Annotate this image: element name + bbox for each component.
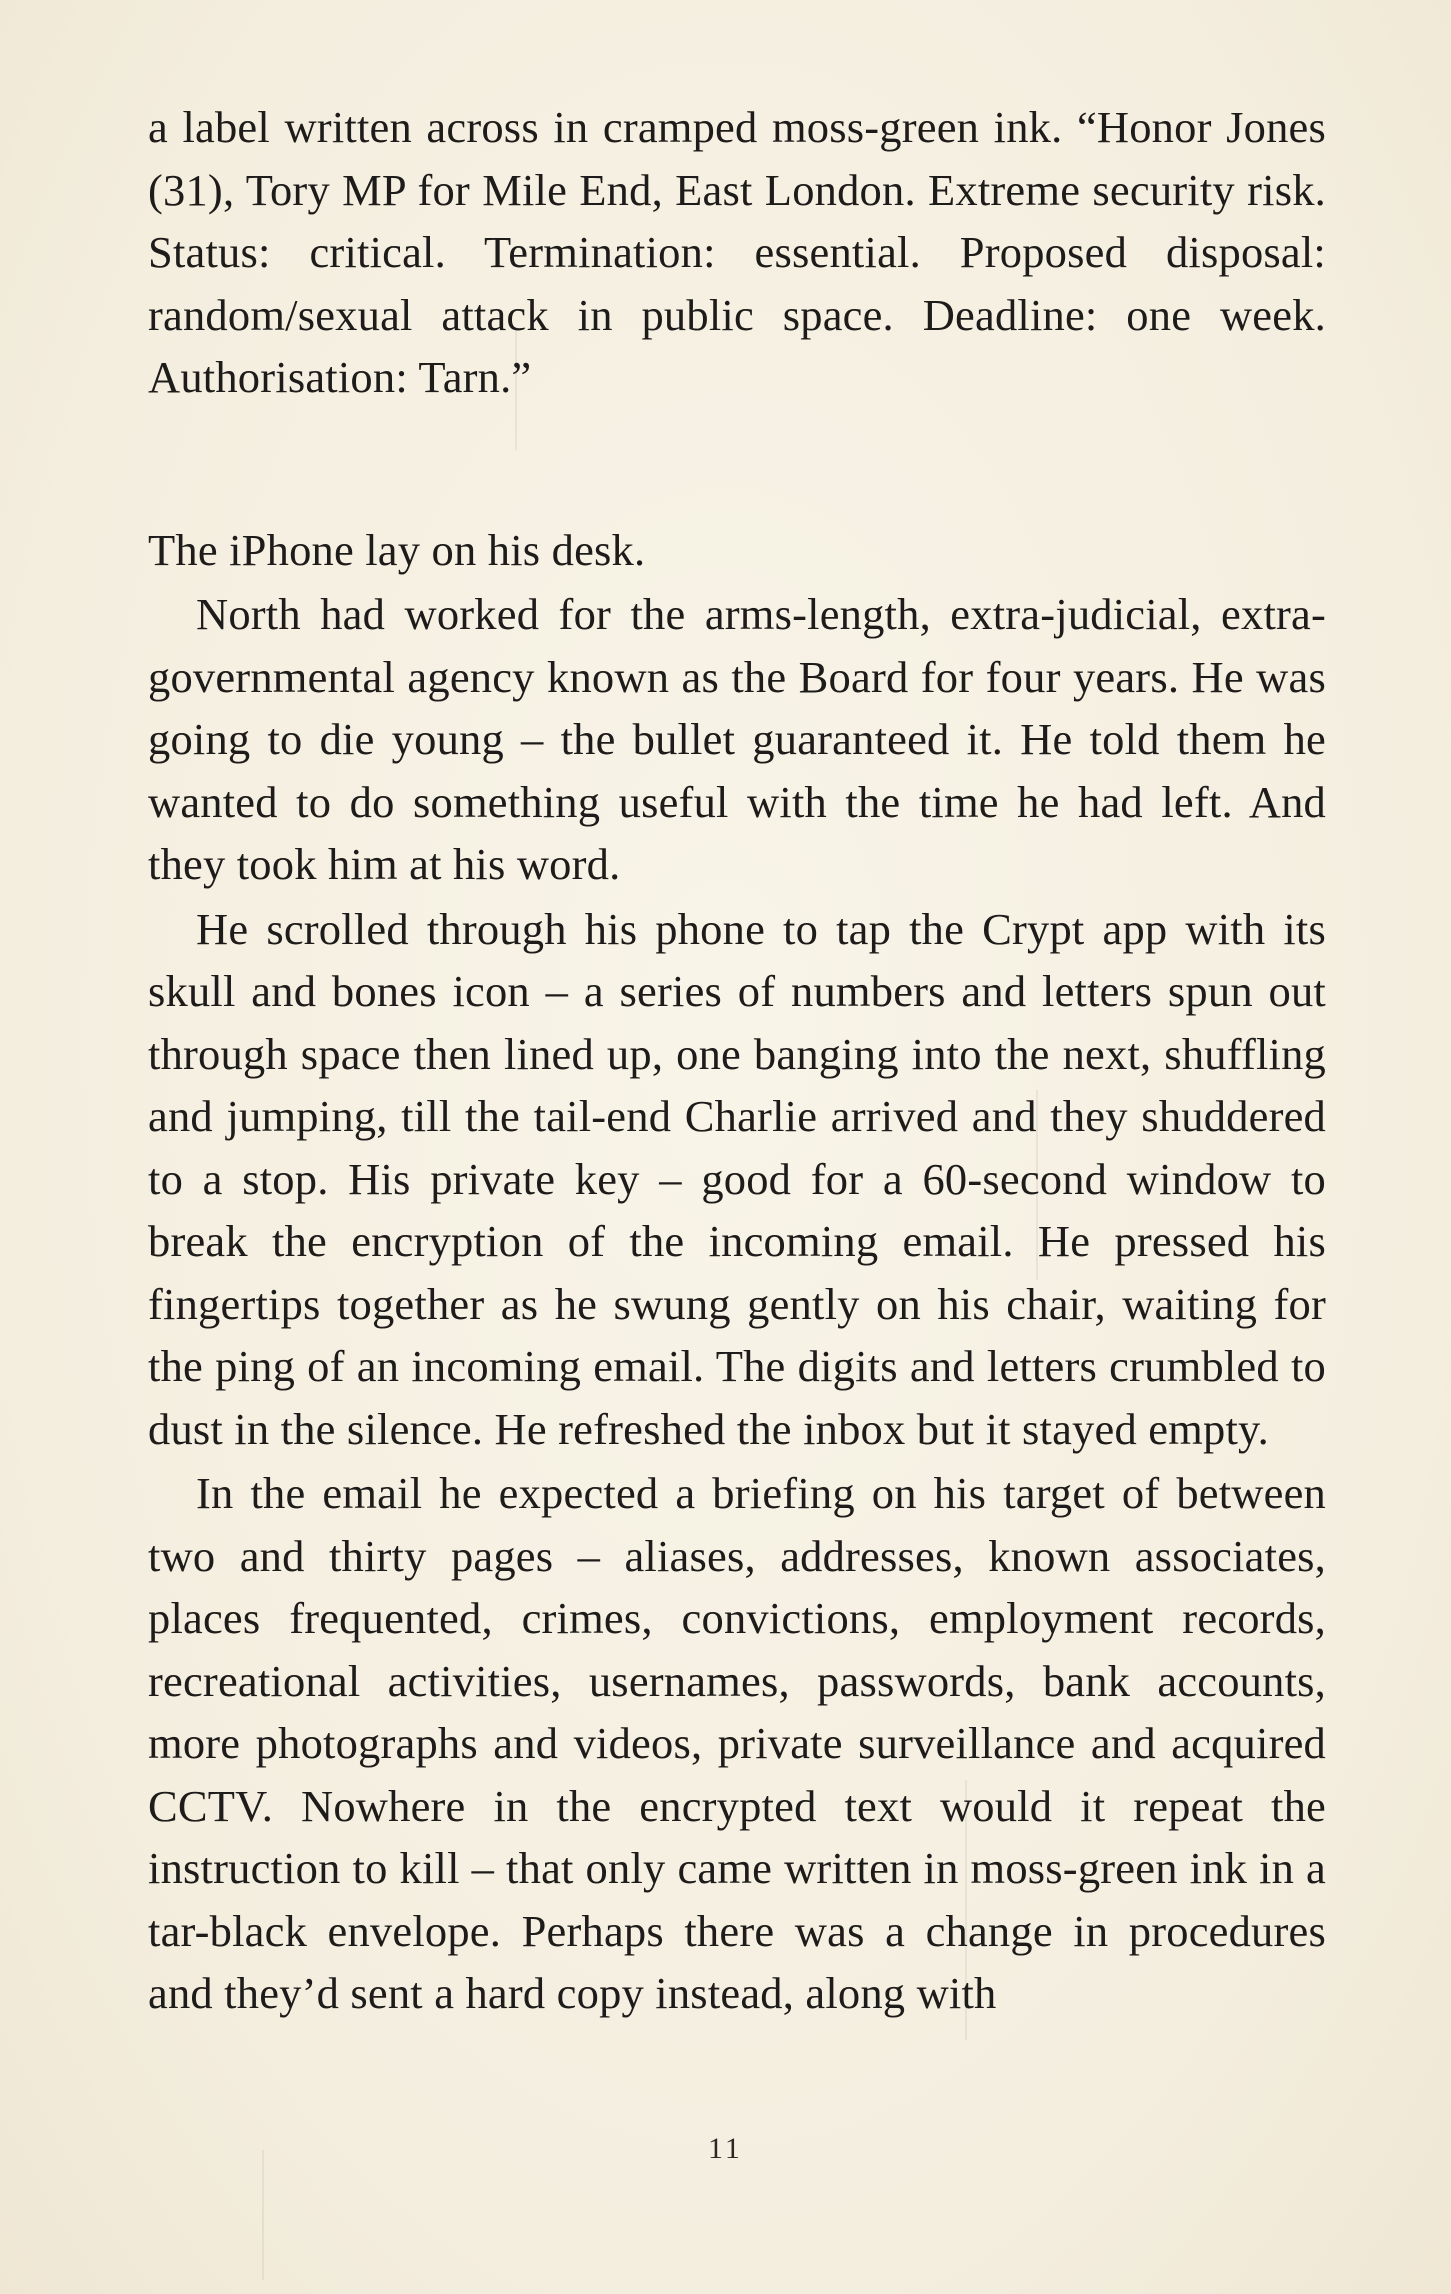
paragraph-label-note: a label written across in cramped moss-green ink. “Honor Jones (31), Tory MP for Mile End, East London. Extreme security risk. Status: critical. Termination: essential. Proposed disposal: random/sexual attack in public space. Deadline: one week. Authorisation: Tarn.” <box>148 102 1326 402</box>
show-through-line <box>262 2150 264 2280</box>
body-text <box>148 96 1326 2025</box>
page-number: 11 <box>708 2132 743 2165</box>
paragraph-email-briefing: In the email he expected a briefing on his target of between two and thirty pages – aliases, addresses, known associates, places frequented, crimes, convictions, employment records, recreational activities, usernames, passwords, bank accounts, more photographs and videos, private surveillance and acquired CCTV. Nowhere in the encrypted text would it repeat the instruction to kill – that only came written in moss-green ink in a tar-black envelope. Perhaps there was a change in procedures and they’d sent a hard copy instead, along with <box>148 1468 1326 2018</box>
paragraph-north-board: North had worked for the arms-length, extra-judicial, extra-governmental agency known as the Board for four years. He was going to die young – the bullet guaranteed it. He told them he wanted to do something useful with the time he had left. And they took him at his word. <box>148 589 1326 889</box>
paragraph-crypt-app: He scrolled through his phone to tap the Crypt app with its skull and bones icon – a series of numbers and letters spun out through space then lined up, one banging into the next, shuffling and jumping, till the tail-end Charlie arrived and they shuddered to a stop. His private key – good for a 60-second window to break the encryption of the incoming email. He pressed his fingertips together as he swung gently on his chair, waiting for the ping of an incoming email. The digits and letters crumbled to dust in the silence. He refreshed the inbox but it stayed empty. <box>148 903 1326 1454</box>
paragraph-iphone: The iPhone lay on his desk. <box>148 524 646 575</box>
